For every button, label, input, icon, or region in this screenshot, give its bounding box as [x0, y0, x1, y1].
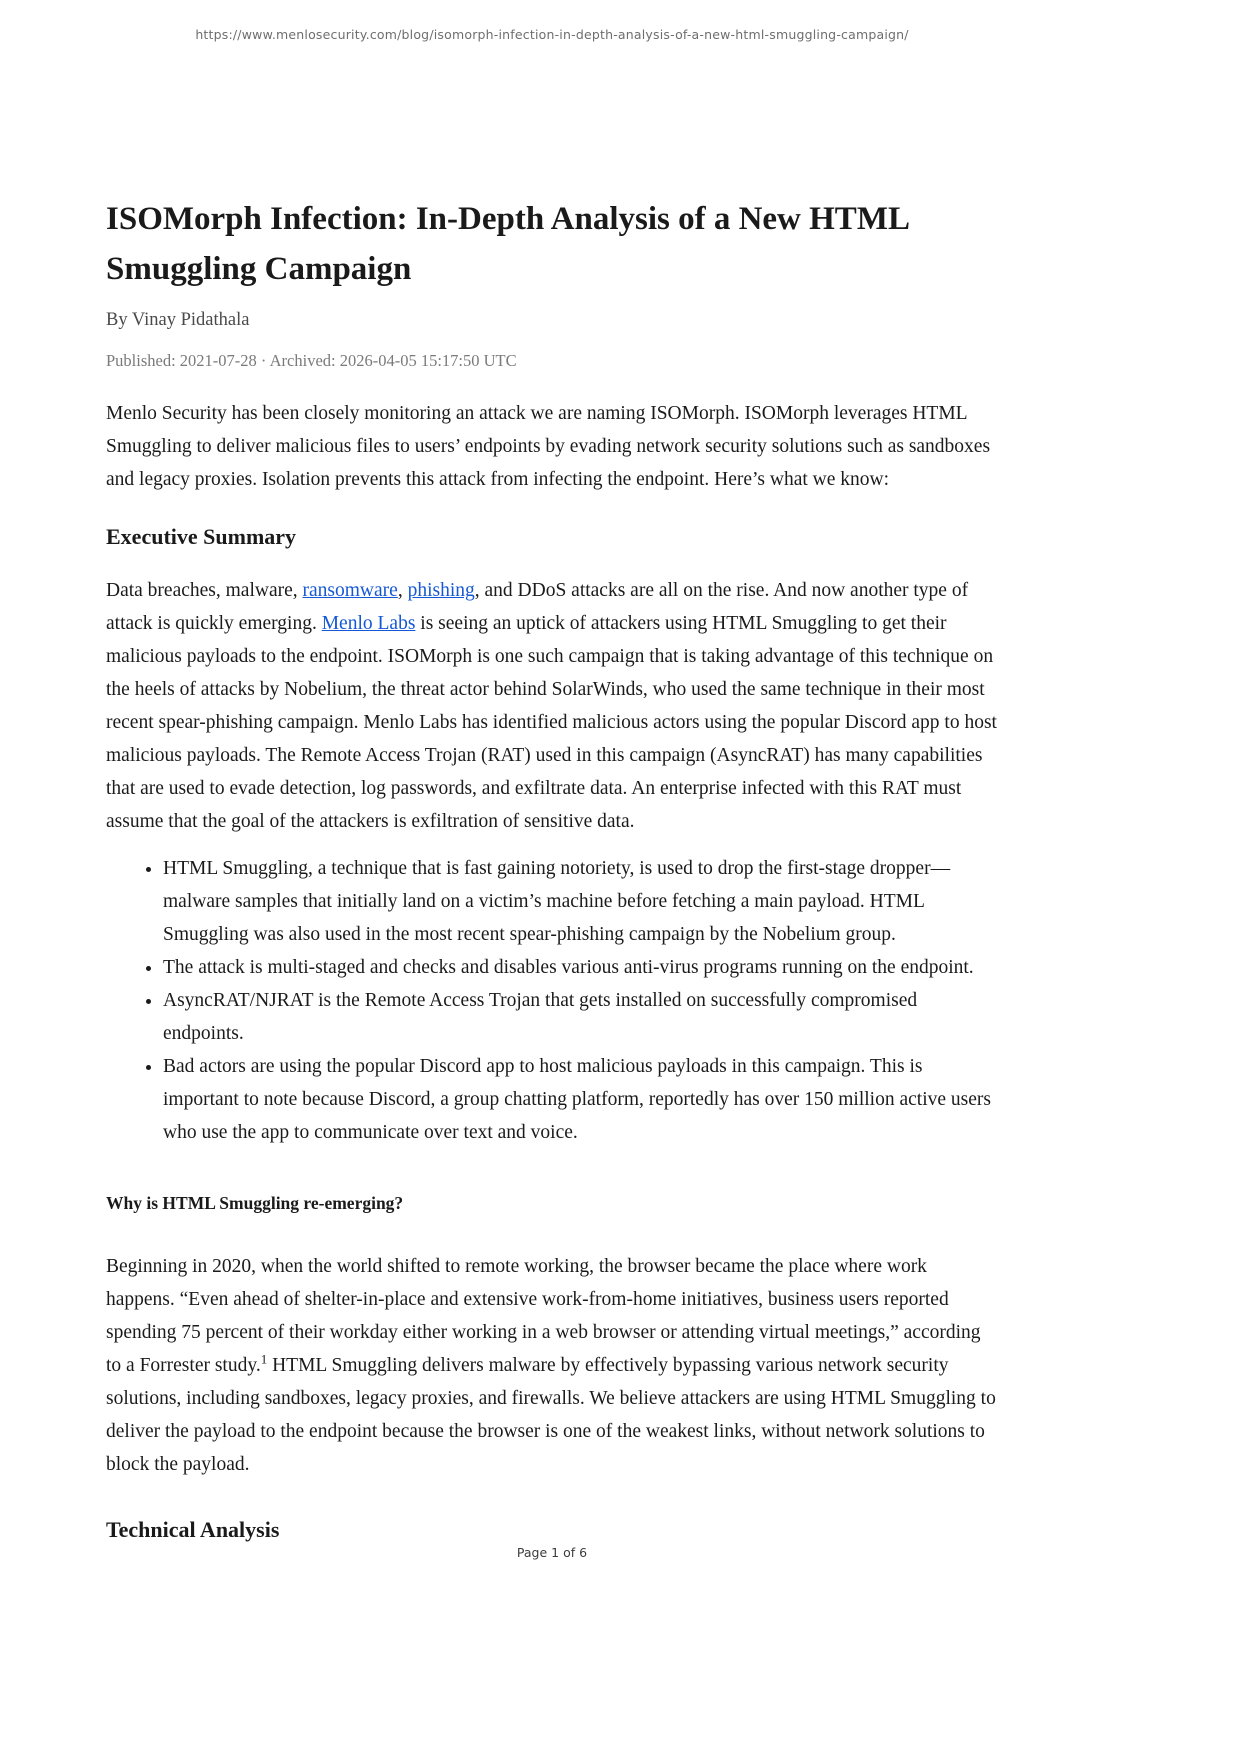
text-segment: HTML Smuggling delivers malware by effectively bypassing various network security solutions, including sandboxes, legacy proxies, and firewalls. We believe attackers are using HTML Smuggling to deliver the payload to the endpoint because the browser is one of the weakest links, without network solutions to block the payload.: [106, 1355, 996, 1475]
text-segment: , and DDoS attacks are all on the rise. And now another type of attack is quickly emerging.: [106, 580, 969, 634]
article-meta: Published: 2021-07-28 · Archived: 2026-04-05 15:17:50 UTC: [106, 351, 517, 370]
page-footer: [106, 1545, 998, 1560]
page-number: Page 1 of 6: [516, 1545, 588, 1560]
list-item: • Bad actors are using the popular Discord app to host malicious payloads in this campaign. This is important to note because Discord, a group chatting platform, reportedly has over 150 million active users who use the app to communicate over text and voice.: [163, 1050, 998, 1149]
heading-why-html-smuggling: Why is HTML Smuggling re-emerging?: [106, 1193, 404, 1213]
text-segment: is seeing an uptick of attackers using HTML Smuggling to get their malicious payloads to the endpoint. ISOMorph is one such campaign that is taking advantage of this technique on the heels of attacks by Nobelium, the threat actor behind SolarWinds, who used the same technique in their most recent spear-phishing campaign. Menlo Labs has identified malicious actors using the popular Discord app to host malicious payloads. The Remote Access Trojan (RAT) used in this campaign (AsyncRAT) has many capabilities that are used to evade detection, log passwords, and exfiltrate data. An enterprise infected with this RAT must assume that the goal of the attackers is exfiltration of sensitive data.: [106, 613, 997, 832]
article-byline: By Vinay Pidathala: [106, 310, 250, 330]
menlo-labs-link[interactable]: Menlo Labs: [321, 613, 416, 634]
executive-summary-paragraph: [106, 574, 998, 838]
summary-bullet-list: [106, 852, 998, 1149]
source-url: https://www.menlosecurity.com/blog/isomorph-infection-in-depth-analysis-of-a-new-html-smuggling-campaign/: [195, 27, 909, 42]
heading-executive-summary: Executive Summary: [106, 524, 297, 549]
article-title: ISOMorph Infection: In-Depth Analysis of a New HTML Smuggling Campaign: [106, 201, 909, 287]
page-header: [106, 0, 998, 44]
phishing-link[interactable]: phishing: [407, 580, 475, 601]
footnote-ref: 1: [260, 1351, 268, 1367]
ransomware-link[interactable]: ransomware: [302, 580, 398, 601]
list-item: • The attack is multi-staged and checks and disables various anti-virus programs running on the endpoint.: [163, 951, 998, 984]
heading-technical-analysis: Technical Analysis: [106, 1517, 280, 1542]
text-segment: Beginning in 2020, when the world shifted to remote working, the browser became the place where work happens. “Even ahead of shelter-in-place and extensive work-from-home initiatives, business users reported spending 75 percent of their workday either working in a web browser or attending virtual meetings,” according to a Forrester study.: [106, 1256, 981, 1376]
intro-paragraph: Menlo Security has been closely monitoring an attack we are naming ISOMorph. ISOMorph leverages HTML Smuggling to deliver malicious files to users’ endpoints by evading network security solutions such as sandboxes and legacy proxies. Isolation prevents this attack from infecting the endpoint. Here’s what we know:: [106, 403, 991, 490]
list-item: • HTML Smuggling, a technique that is fast gaining notoriety, is used to drop the first-stage dropper—malware samples that initially land on a victim’s machine before fetching a main payload. HTML Smuggling was also used in the most recent spear-phishing campaign by the Nobelium group.: [163, 852, 998, 951]
list-item: • AsyncRAT/NJRAT is the Remote Access Trojan that gets installed on successfully compromised endpoints.: [163, 984, 998, 1050]
why-paragraph: [106, 1250, 998, 1481]
text-segment: Data breaches, malware,: [106, 580, 303, 601]
text-segment: ,: [397, 580, 408, 601]
article-content: [106, 0, 998, 1543]
